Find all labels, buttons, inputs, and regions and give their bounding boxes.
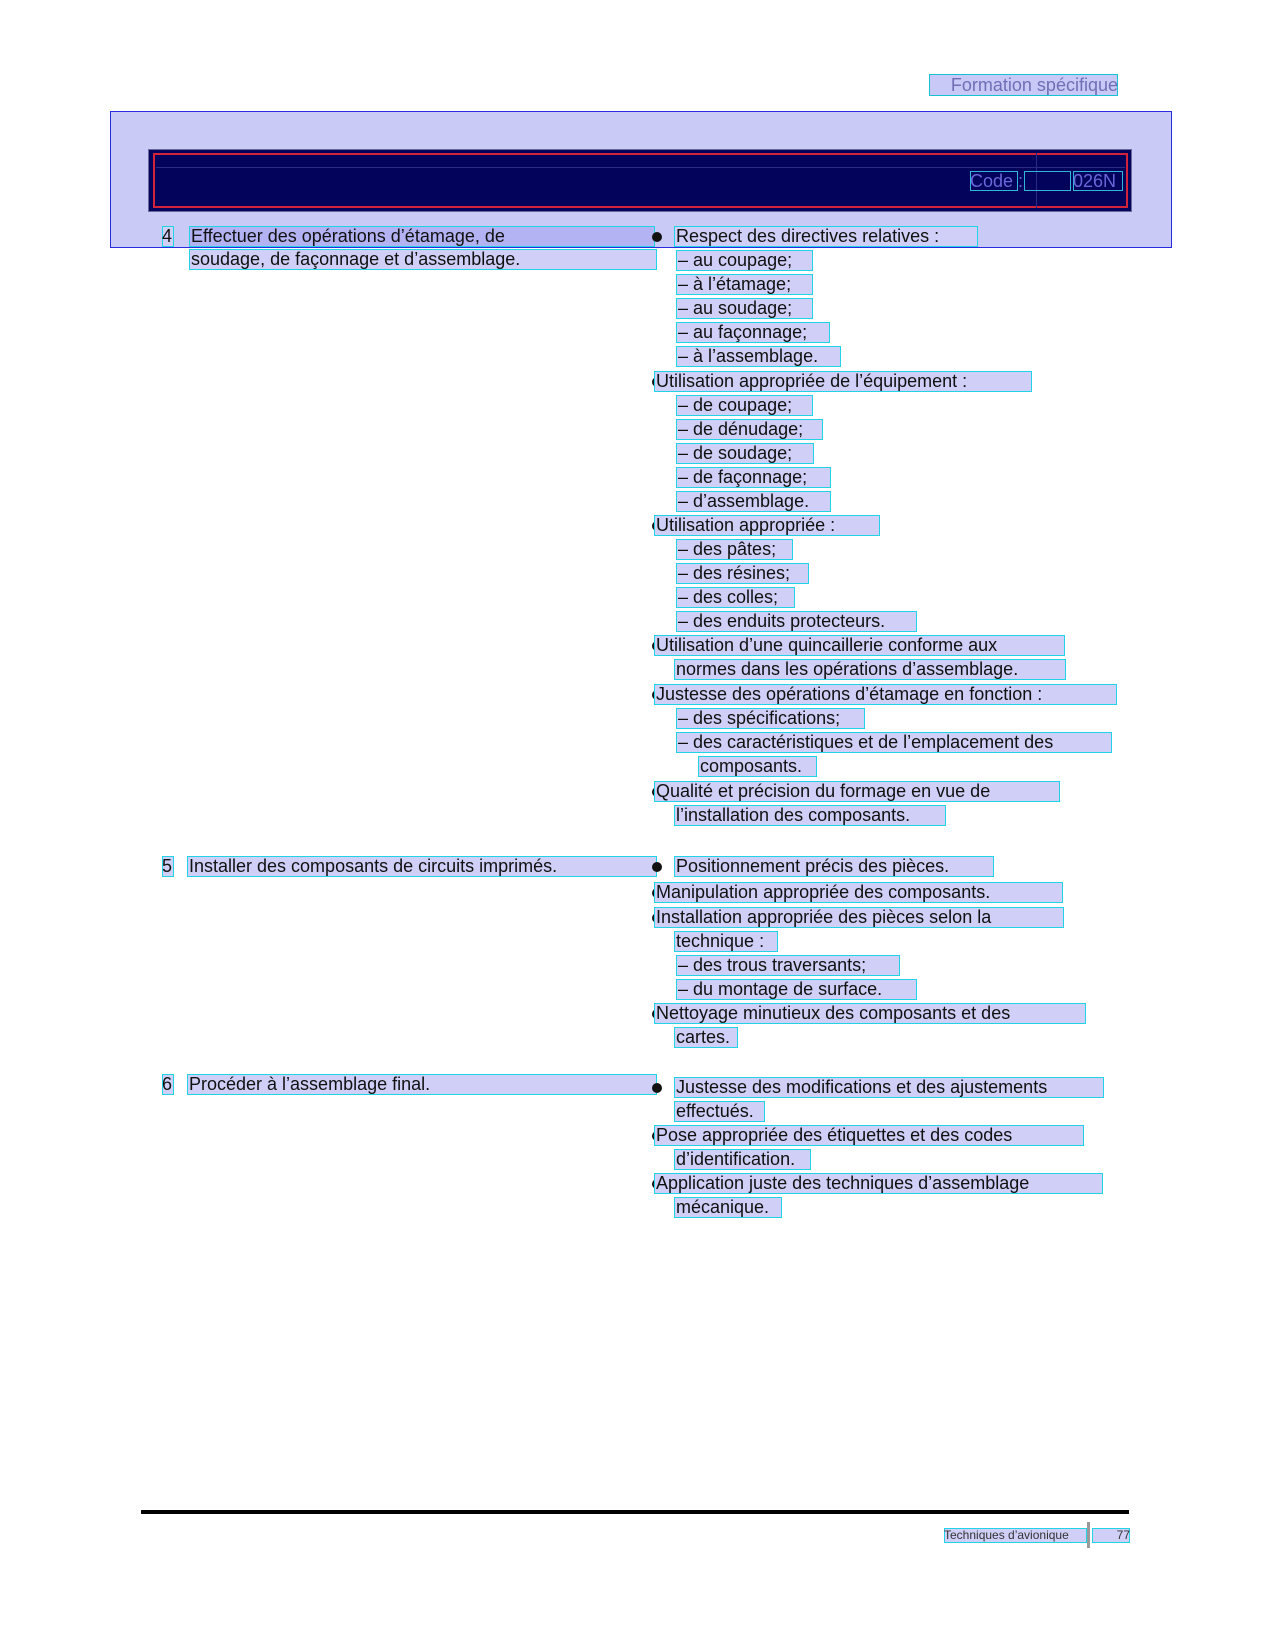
criterion-text: technique : [674, 931, 778, 952]
criterion-text: cartes. [674, 1027, 738, 1048]
page-number: 77 [1092, 1528, 1130, 1543]
bullet-icon [652, 862, 662, 872]
criterion-sub-item: – de dénudage; [676, 419, 823, 440]
criterion-sub-item: – des trous traversants; [676, 955, 900, 976]
criterion-text: normes dans les opérations d’assemblage. [674, 659, 1066, 680]
criterion-text: Qualité et précision du formage en vue de [654, 781, 1060, 802]
criterion-text: Pose appropriée des étiquettes et des codes [654, 1125, 1084, 1146]
criterion-sub-item: – à l’assemblage. [676, 346, 841, 367]
criterion-text: Utilisation appropriée : [654, 515, 880, 536]
criterion-text: Utilisation d’une quincaillerie conforme aux [654, 635, 1065, 656]
criterion-text: Respect des directives relatives : [674, 226, 978, 247]
criterion-text: Justesse des modifications et des ajustements [674, 1077, 1104, 1098]
criterion-sub-item: – de coupage; [676, 395, 813, 416]
criterion-sub-item: – des caractéristiques et de l’emplacement des [676, 732, 1112, 753]
code-label: Code : [970, 171, 1024, 191]
criterion-text: Justesse des opérations d’étamage en fonction : [654, 684, 1117, 705]
criterion-text: Utilisation appropriée de l’équipement : [654, 371, 1032, 392]
criterion-sub-item: – des enduits protecteurs. [676, 611, 917, 632]
criterion-text: Positionnement précis des pièces. [674, 856, 994, 877]
criterion-sub-item: – des pâtes; [676, 539, 793, 560]
criterion-sub-item: – de façonnage; [676, 467, 831, 488]
criterion-text: Application juste des techniques d’assemblage [654, 1173, 1103, 1194]
competency-number: 6 [162, 1074, 173, 1094]
criterion-sub-item: – du montage de surface. [676, 979, 917, 1000]
criterion-sub-item: – au soudage; [676, 298, 813, 319]
criterion-text: effectués. [674, 1101, 765, 1122]
footer-separator [1087, 1522, 1090, 1548]
criterion-text: l’installation des composants. [674, 805, 946, 826]
criterion-text: Nettoyage minutieux des composants et des [654, 1003, 1086, 1024]
criterion-sub-item: – au coupage; [676, 250, 813, 271]
criterion-sub-item: – des spécifications; [676, 708, 865, 729]
footer-rule [141, 1510, 1129, 1514]
section-label: Formation spécifique [929, 74, 1118, 96]
competency-title: Installer des composants de circuits imprimés. [187, 856, 657, 877]
competency-title: soudage, de façonnage et d’assemblage. [189, 249, 657, 270]
code-spacer [1024, 171, 1071, 191]
criterion-text: d’identification. [674, 1149, 811, 1170]
criterion-sub-item: – de soudage; [676, 443, 814, 464]
criterion-sub-item: composants. [698, 756, 817, 777]
bullet-icon [652, 232, 662, 242]
criterion-text: Installation appropriée des pièces selon la [654, 907, 1064, 928]
criterion-sub-item: – à l’étamage; [676, 274, 813, 295]
criterion-sub-item: – au façonnage; [676, 322, 830, 343]
code-value: 026N [1073, 171, 1123, 191]
criterion-sub-item: – des résines; [676, 563, 809, 584]
bullet-icon [652, 1083, 662, 1093]
criterion-text: Manipulation appropriée des composants. [654, 882, 1063, 903]
competency-number: 4 [162, 226, 173, 246]
competency-title: Effectuer des opérations d’étamage, de [189, 226, 655, 247]
competency-number: 5 [162, 856, 173, 876]
criterion-sub-item: – d’assemblage. [676, 491, 831, 512]
criterion-sub-item: – des colles; [676, 587, 795, 608]
competency-title: Procéder à l’assemblage final. [187, 1074, 657, 1095]
criterion-text: mécanique. [674, 1197, 782, 1218]
footer-program: Techniques d’avionique [944, 1528, 1087, 1543]
